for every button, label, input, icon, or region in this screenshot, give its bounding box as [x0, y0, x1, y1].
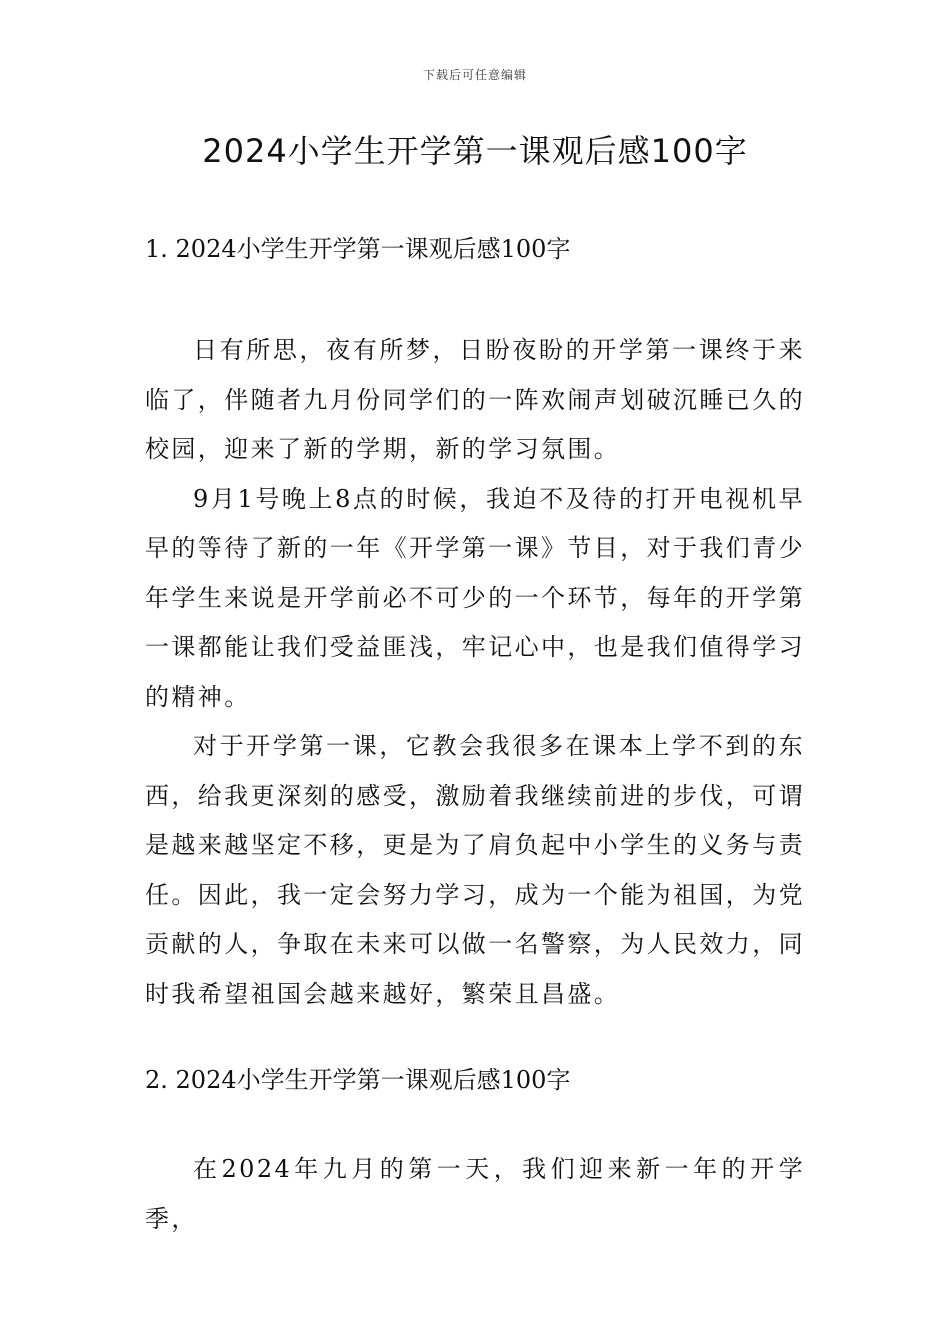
- paragraph: 对于开学第一课，它教会我很多在课本上学不到的东西，给我更深刻的感受，激励着我继续前进的步伐，可谓是越来越坚定不移，更是为了肩负起中小学生的义务与责任。因此，我一定会努力学习，成为一个能为祖国，为党贡献的人，争取在未来可以做一名警察，为人民效力，同时我希望祖国会越来越好，繁荣且昌盛。: [145, 732, 805, 1008]
- section-heading: 1. 2024小学生开学第一课观后感100字: [145, 235, 571, 263]
- document-body: [145, 230, 805, 1244]
- section-heading: 2. 2024小学生开学第一课观后感100字: [145, 1066, 571, 1094]
- paragraph: 9月1号晚上8点的时候，我迫不及待的打开电视机早早的等待了新的一年《开学第一课》节目，对于我们青少年学生来说是开学前必不可少的一个环节，每年的开学第一课都能让我们受益匪浅，牢记心中，也是我们值得学习的精神。: [145, 484, 805, 711]
- document-title: 2024小学生开学第一课观后感100字: [202, 132, 748, 170]
- paragraph: 日有所思，夜有所梦，日盼夜盼的开学第一课终于来临了，伴随者九月份同学们的一阵欢闹声划破沉睡已久的校园，迎来了新的学期，新的学习氛围。: [145, 336, 805, 463]
- header-note: 下载后可任意编辑: [422, 68, 527, 82]
- section-1: [145, 230, 805, 1019]
- paragraph: 在2024年九月的第一天，我们迎来新一年的开学季，: [145, 1155, 805, 1233]
- section-2: [145, 1061, 805, 1244]
